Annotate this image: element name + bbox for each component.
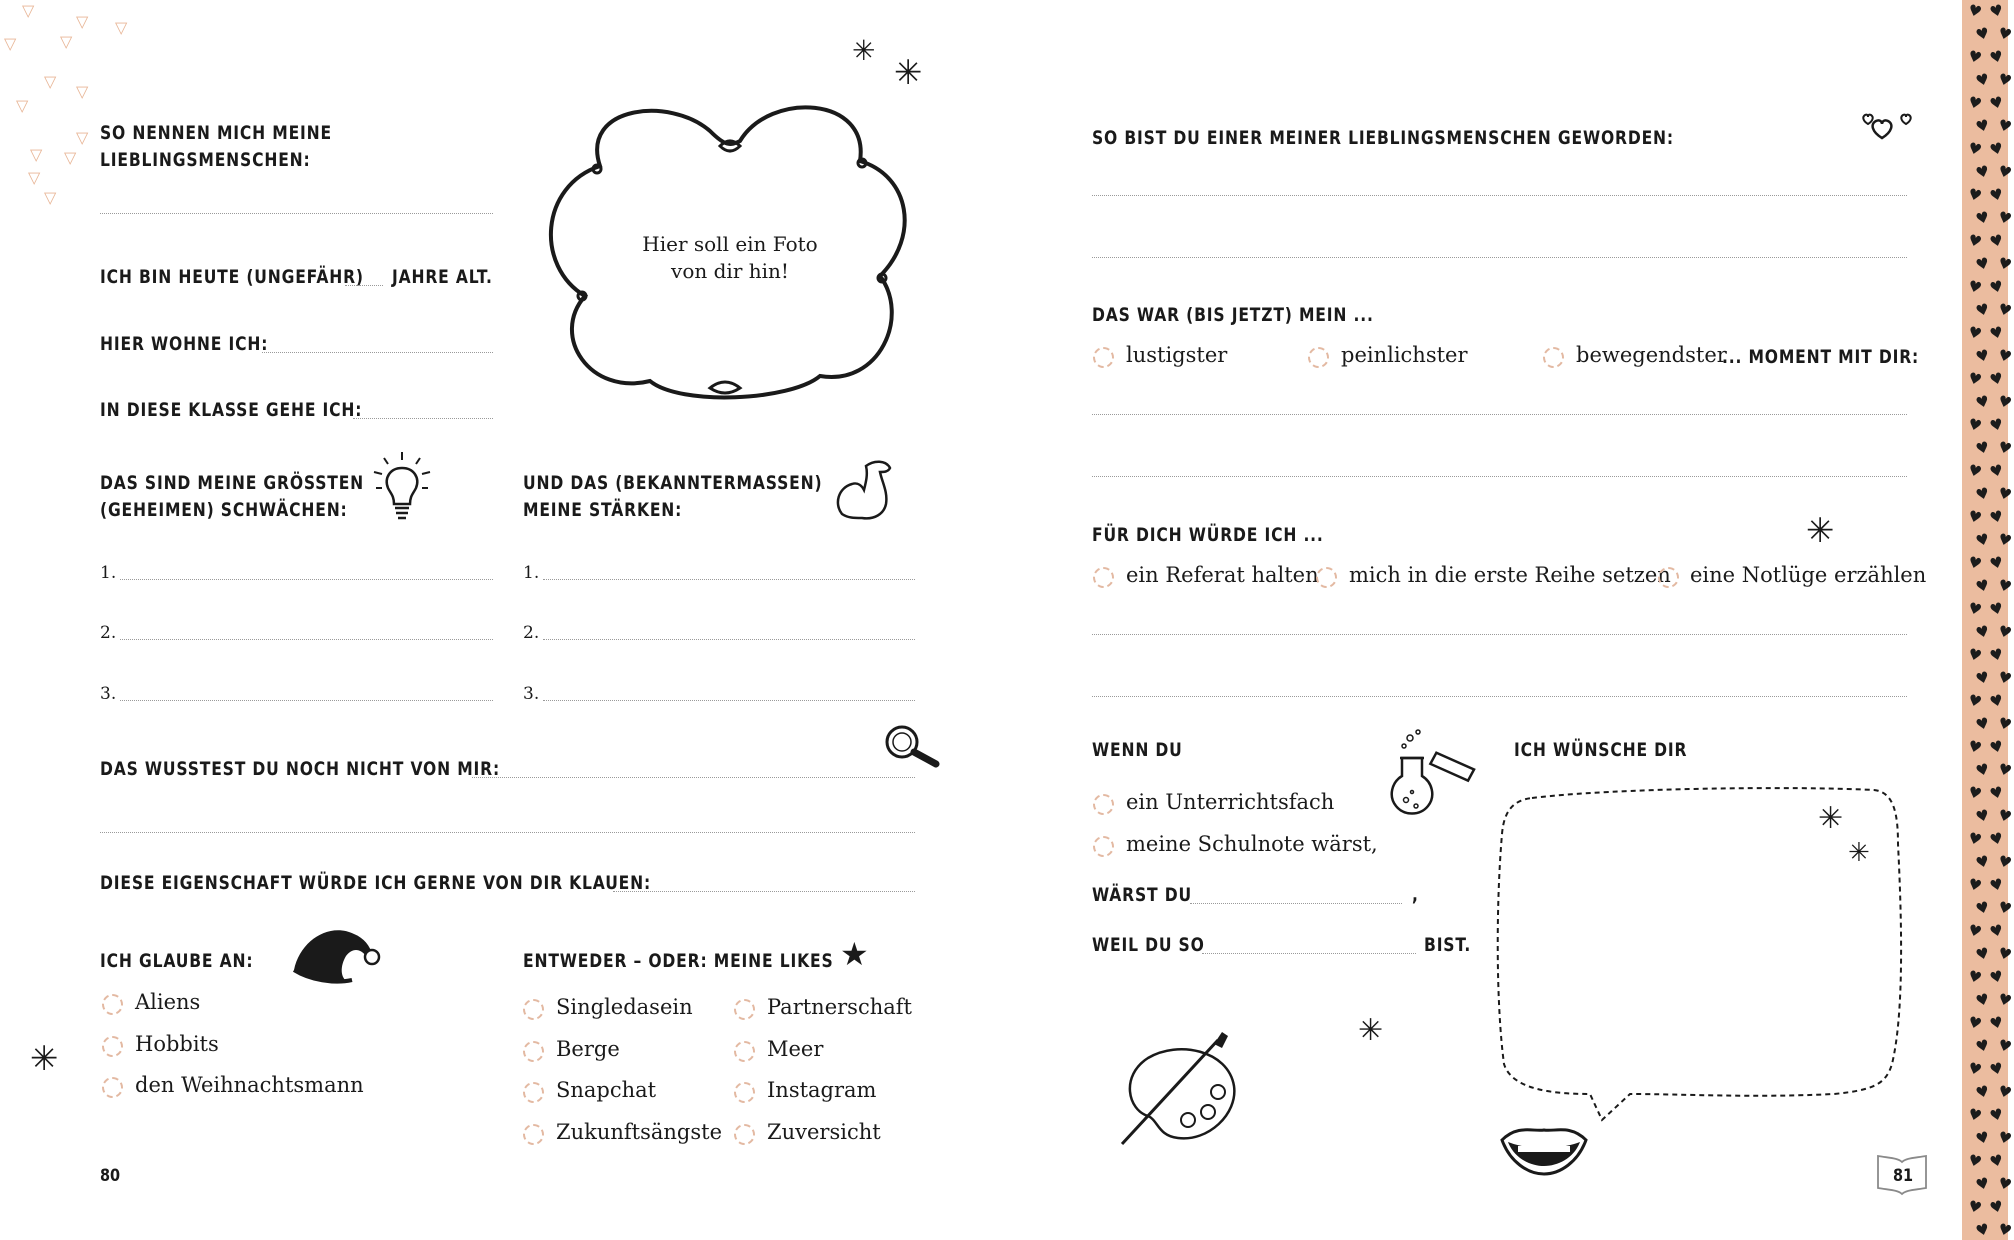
heart-icon: ♥ [1987,230,2006,252]
likes-option-zuversicht: Zuversicht [767,1120,881,1144]
would-checkbox-front-row[interactable] [1316,567,1337,588]
because-field[interactable] [1202,953,1416,954]
heart-icon: ♥ [1973,1219,1992,1240]
weakness-number-1: 1. [100,563,117,583]
likes-option-instagram: Instagram [767,1078,877,1102]
heart-icon: ♥ [1966,138,1984,160]
triangle-icon: ▽ [30,145,43,164]
weakness-field-2[interactable] [120,639,493,640]
weakness-number-3: 3. [100,684,117,704]
believe-checkbox-santa[interactable] [102,1077,123,1098]
heart-icon: ♥ [1973,713,1992,735]
triangle-icon: ▽ [4,34,17,53]
how-label: SO BIST DU EINER MEINER LIEBLINGSMENSCHEN GEWORDEN: [1092,127,1674,149]
strength-label-line2: MEINE STÄRKEN: [523,499,683,521]
likes-option-partnerschaft: Partnerschaft [767,995,912,1019]
if-checkbox-subject[interactable] [1093,794,1114,815]
heart-icon: ♥ [1973,1035,1992,1057]
triangle-icon: ▽ [115,18,128,37]
heart-icon: ♥ [1996,207,2014,229]
heart-icon: ♥ [1987,736,2006,758]
heart-icon: ♥ [1987,276,2006,298]
heart-icon: ♥ [1987,322,2006,344]
heart-icon: ♥ [1996,667,2014,689]
nicknames-label [100,120,332,174]
heart-icon: ♥ [1966,644,1984,666]
decorative-heart-strip [1962,0,2014,1240]
heart-icon: ♥ [1996,161,2014,183]
age-field[interactable] [345,285,383,286]
heart-icon: ♥ [1973,1173,1992,1195]
believe-option-hobbits: Hobbits [135,1032,219,1056]
believe-option-santa: den Weihnachtsmann [135,1073,364,1097]
heart-icon: ♥ [1966,828,1984,850]
triangle-icon: ▽ [76,128,89,147]
heart-icon: ♥ [1966,322,1984,344]
santa-hat-icon [290,926,382,988]
heart-icon: ♥ [1996,1081,2014,1103]
heart-icon: ♥ [1987,92,2006,114]
likes-checkbox-zukunftsaengste[interactable] [523,1124,544,1145]
likes-label: ENTWEDER – ODER: MEINE LIKES [523,950,834,972]
nicknames-label-line1: SO NENNEN MICH MEINE [100,122,332,144]
would-option-presentation: ein Referat halten [1126,563,1319,587]
photo-text-line1: Hier soll ein Foto [642,232,818,256]
heart-icon: ♥ [1987,414,2006,436]
likes-checkbox-meer[interactable] [734,1041,755,1062]
heart-icon: ♥ [1987,644,2006,666]
would-be-comma: , [1412,884,1419,906]
heart-icon: ♥ [1996,1219,2014,1240]
unknown-label: DAS WUSSTEST DU NOCH NICHT VON MIR: [100,758,501,780]
heart-icon: ♥ [1966,460,1984,482]
sparkle-icon: ✳ [894,53,923,93]
heart-icon: ♥ [1996,1127,2014,1149]
would-label: FÜR DICH WÜRDE ICH ... [1092,524,1324,546]
sparkle-icon: ✳ [1818,801,1844,836]
because-suffix: BIST. [1424,934,1472,956]
heart-icon: ♥ [1996,529,2014,551]
likes-checkbox-partnerschaft[interactable] [734,999,755,1020]
flexed-arm-icon [832,454,900,524]
likes-option-singledasein: Singledasein [556,995,693,1019]
magnifier-icon [884,724,940,768]
how-field-1[interactable] [1092,195,1907,196]
triangle-icon: ▽ [22,1,35,20]
star-icon: ★ [840,935,869,973]
heart-icon: ♥ [1966,506,1984,528]
heart-icon: ♥ [1996,759,2014,781]
would-field-1[interactable] [1092,634,1907,635]
likes-option-snapchat: Snapchat [556,1078,657,1102]
would-checkbox-white-lie[interactable] [1658,567,1679,588]
would-option-white-lie: eine Notlüge erzählen [1690,563,1927,587]
heart-icon: ♥ [1996,621,2014,643]
moment-field-1[interactable] [1092,414,1907,415]
heart-icon: ♥ [1973,805,1992,827]
heart-icon: ♥ [1987,920,2006,942]
heart-icon: ♥ [1973,69,1992,91]
heart-icon: ♥ [1987,0,2006,22]
heart-icon: ♥ [1987,874,2006,896]
would-checkbox-presentation[interactable] [1093,567,1114,588]
heart-icon: ♥ [1996,943,2014,965]
heart-icon: ♥ [1966,1058,1984,1080]
strength-field-3[interactable] [543,700,915,701]
page-number-left: 80 [100,1166,121,1186]
paint-palette-icon [1118,1030,1248,1148]
strength-label-line1: UND DAS (BEKANNTERMASSEN) [523,472,823,494]
triangle-icon: ▽ [44,72,57,91]
heart-icon: ♥ [1966,230,1984,252]
heart-icon: ♥ [1966,782,1984,804]
class-field[interactable] [353,418,493,419]
heart-icon: ♥ [1973,299,1992,321]
heart-icon: ♥ [1973,851,1992,873]
unknown-field-2[interactable] [100,832,915,833]
likes-checkbox-instagram[interactable] [734,1082,755,1103]
heart-icon: ♥ [1996,575,2014,597]
heart-icon: ♥ [1987,368,2006,390]
chemistry-flask-icon [1384,728,1480,824]
heart-icon: ♥ [1996,391,2014,413]
triangle-icon: ▽ [60,32,73,51]
smiling-mouth-icon [1498,1122,1590,1178]
would-be-field[interactable] [1190,903,1402,904]
believe-option-aliens: Aliens [135,990,201,1014]
unknown-field-1[interactable] [472,777,915,778]
likes-checkbox-snapchat[interactable] [523,1082,544,1103]
likes-checkbox-zuversicht[interactable] [734,1124,755,1145]
moment-suffix: ... MOMENT MIT DIR: [1722,346,1920,368]
heart-icon: ♥ [1966,1196,1984,1218]
moment-field-2[interactable] [1092,476,1907,477]
heart-icon: ♥ [1966,598,1984,620]
triangle-icon: ▽ [76,12,89,31]
likes-option-berge: Berge [556,1037,620,1061]
likes-option-meer: Meer [767,1037,824,1061]
believe-checkbox-hobbits[interactable] [102,1036,123,1057]
likes-checkbox-berge[interactable] [523,1041,544,1062]
strength-number-2: 2. [523,623,540,643]
if-option-grade: meine Schulnote wärst, [1126,832,1378,856]
heart-icon: ♥ [1996,253,2014,275]
heart-icon: ♥ [1996,897,2014,919]
triangle-icon: ▽ [16,96,29,115]
steal-field[interactable] [613,891,915,892]
weakness-label-line1: DAS SIND MEINE GRÖSSTEN [100,472,365,494]
heart-icon: ♥ [1987,1150,2006,1172]
nicknames-field[interactable] [100,213,493,214]
heart-icon: ♥ [1966,92,1984,114]
heart-icon: ♥ [1987,782,2006,804]
heart-icon: ♥ [1996,713,2014,735]
heart-icon: ♥ [1987,1012,2006,1034]
heart-icon: ♥ [1996,115,2014,137]
photo-placeholder-text [600,231,860,285]
heart-icon: ♥ [1973,943,1992,965]
triangle-icon: ▽ [76,82,89,101]
lightbulb-icon [372,450,432,524]
heart-icon: ♥ [1973,759,1992,781]
sparkle-icon: ✳ [852,34,876,67]
heart-icon: ♥ [1966,276,1984,298]
sparkle-icon: ✳ [1848,838,1870,868]
moment-option-funny: lustigster [1126,343,1228,367]
because-label: WEIL DU SO [1092,934,1205,956]
moment-label: DAS WAR (BIS JETZT) MEIN ... [1092,304,1374,326]
age-suffix: JAHRE ALT. [392,266,493,288]
heart-icon: ♥ [1973,897,1992,919]
heart-icon: ♥ [1973,1081,1992,1103]
heart-icon: ♥ [1973,253,1992,275]
wish-speech-bubble[interactable] [1494,784,1906,1124]
believe-label: ICH GLAUBE AN: [100,950,254,972]
photo-text-line2: von dir hin! [671,259,789,283]
heart-icon: ♥ [1987,690,2006,712]
heart-icon: ♥ [1973,345,1992,367]
heart-icon: ♥ [1973,207,1992,229]
would-be-label: WÄRST DU [1092,884,1192,906]
heart-icon: ♥ [1987,138,2006,160]
strength-field-1[interactable] [543,579,915,580]
moment-checkbox-funny[interactable] [1093,347,1114,368]
strength-field-2[interactable] [543,639,915,640]
heart-icon: ♥ [1996,989,2014,1011]
likes-option-zukunftsaengste: Zukunftsängste [556,1120,723,1144]
heart-icon: ♥ [1966,1012,1984,1034]
steal-label: DIESE EIGENSCHAFT WÜRDE ICH GERNE VON DIR KLAUEN: [100,872,652,894]
moment-checkbox-moving[interactable] [1543,347,1564,368]
hearts-icon [1860,108,1918,144]
how-field-2[interactable] [1092,257,1907,258]
moment-option-embarrassing: peinlichster [1341,343,1468,367]
if-option-subject: ein Unterrichtsfach [1126,790,1335,814]
heart-icon: ♥ [1996,483,2014,505]
weakness-field-1[interactable] [120,579,493,580]
strength-label [523,470,822,524]
moment-option-moving: bewegendster [1576,343,1727,367]
heart-icon: ♥ [1966,46,1984,68]
heart-icon: ♥ [1996,805,2014,827]
triangle-icon: ▽ [64,148,77,167]
likes-checkbox-singledasein[interactable] [523,999,544,1020]
strength-number-1: 1. [523,563,540,583]
sparkle-icon: ✳ [30,1039,59,1079]
heart-icon: ♥ [1987,828,2006,850]
weakness-field-3[interactable] [120,700,493,701]
moment-checkbox-embarrassing[interactable] [1308,347,1329,368]
heart-icon: ♥ [1973,1127,1992,1149]
heart-icon: ♥ [1987,184,2006,206]
heart-icon: ♥ [1996,851,2014,873]
weakness-number-2: 2. [100,623,117,643]
if-label: WENN DU [1092,739,1183,761]
heart-icon: ♥ [1973,115,1992,137]
wish-label: ICH WÜNSCHE DIR [1514,739,1688,761]
page-number-right: 81 [1893,1166,1914,1186]
live-label: HIER WOHNE ICH: [100,333,269,355]
heart-icon: ♥ [1973,621,1992,643]
heart-icon: ♥ [1987,552,2006,574]
heart-icon: ♥ [1966,736,1984,758]
live-field[interactable] [262,352,493,353]
heart-icon: ♥ [1966,184,1984,206]
heart-icon: ♥ [1987,1196,2006,1218]
heart-icon: ♥ [1973,575,1992,597]
heart-icon: ♥ [1973,161,1992,183]
triangle-icon: ▽ [28,168,41,187]
would-option-front-row: mich in die erste Reihe setzen [1349,563,1671,587]
heart-icon: ♥ [1987,460,2006,482]
heart-icon: ♥ [1966,920,1984,942]
would-field-2[interactable] [1092,696,1907,697]
heart-icon: ♥ [1996,69,2014,91]
heart-icon: ♥ [1966,874,1984,896]
heart-icon: ♥ [1996,1035,2014,1057]
triangle-icon: ▽ [44,188,57,207]
heart-icon: ♥ [1987,506,2006,528]
believe-checkbox-aliens[interactable] [102,994,123,1015]
heart-icon: ♥ [1966,368,1984,390]
heart-icon: ♥ [1973,23,1992,45]
heart-icon: ♥ [1996,299,2014,321]
heart-icon: ♥ [1973,483,1992,505]
heart-icon: ♥ [1966,414,1984,436]
heart-icon: ♥ [1966,552,1984,574]
heart-icon: ♥ [1966,966,1984,988]
heart-icon: ♥ [1996,1173,2014,1195]
sparkle-icon: ✳ [1358,1013,1384,1048]
heart-icon: ♥ [1973,391,1992,413]
if-checkbox-grade[interactable] [1093,836,1114,857]
weakness-label-line2: (GEHEIMEN) SCHWÄCHEN: [100,499,348,521]
heart-icon: ♥ [1987,46,2006,68]
nicknames-label-line2: LIEBLINGSMENSCHEN: [100,149,311,171]
heart-icon: ♥ [1996,345,2014,367]
heart-icon: ♥ [1987,598,2006,620]
heart-icon: ♥ [1987,966,2006,988]
heart-icon: ♥ [1973,437,1992,459]
age-label: ICH BIN HEUTE (UNGEFÄHR) [100,266,364,288]
heart-icon: ♥ [1973,529,1992,551]
heart-icon: ♥ [1966,1150,1984,1172]
weakness-label [100,470,364,524]
sparkle-icon: ✳ [1806,511,1835,551]
heart-icon: ♥ [1973,989,1992,1011]
heart-icon: ♥ [1996,23,2014,45]
heart-icon: ♥ [1987,1058,2006,1080]
strength-number-3: 3. [523,684,540,704]
heart-icon: ♥ [1996,437,2014,459]
class-label: IN DIESE KLASSE GEHE ICH: [100,399,363,421]
heart-icon: ♥ [1966,1104,1984,1126]
heart-icon: ♥ [1987,1104,2006,1126]
heart-icon: ♥ [1966,0,1984,22]
heart-icon: ♥ [1966,690,1984,712]
heart-icon: ♥ [1973,667,1992,689]
